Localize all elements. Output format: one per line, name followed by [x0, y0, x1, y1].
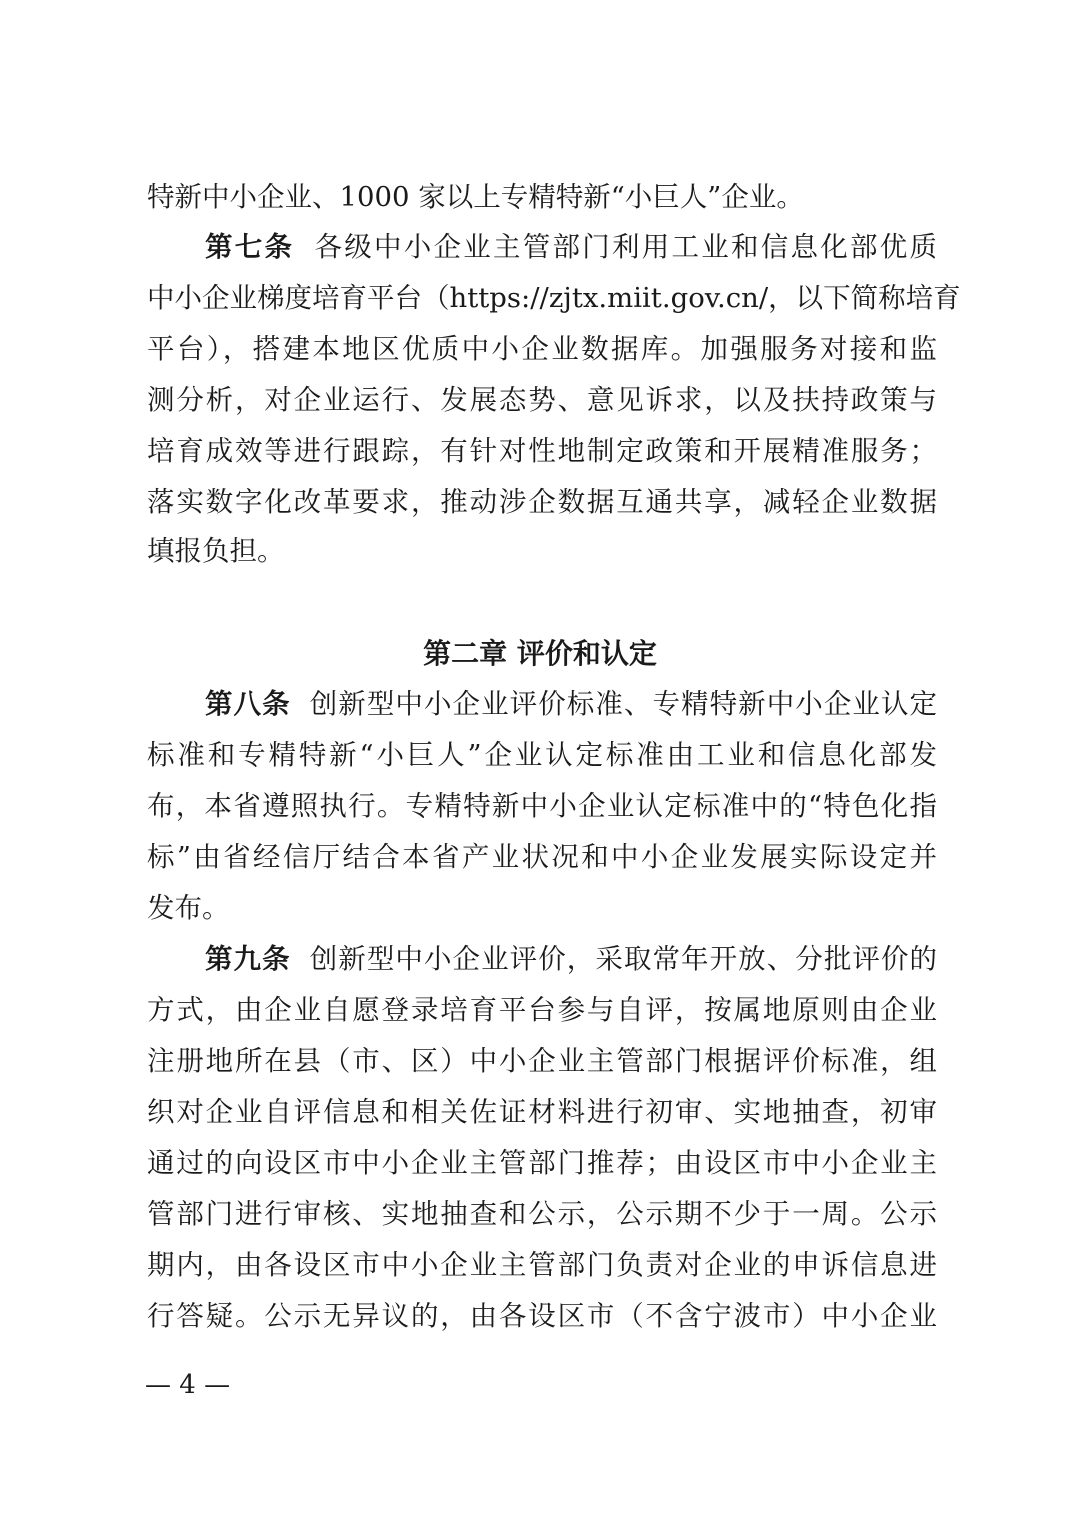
paragraph-line: 测分析，对企业运行、发展态势、意见诉求，以及扶持政策与 — [147, 384, 937, 416]
article-8-heading: 第八条 — [205, 688, 291, 720]
paragraph-line: 管部门进行审核、实地抽查和公示，公示期不少于一周。公示 — [147, 1198, 937, 1230]
paragraph-line: 特新中小企业、1000 家以上专精特新“小巨人”企业。 — [147, 181, 804, 213]
article-9-heading: 第九条 — [205, 943, 291, 975]
paragraph-line: 织对企业自评信息和相关佐证材料进行初审、实地抽查，初审 — [147, 1096, 937, 1128]
article-9-first-line: 第九条 创新型中小企业评价，采取常年开放、分批评价的 — [205, 943, 938, 975]
paragraph-line: 填报负担。 — [147, 535, 285, 567]
chapter-title: 第二章 评价和认定 — [423, 637, 657, 670]
paragraph-line: 标”由省经信厅结合本省产业状况和中小企业发展实际设定并 — [147, 841, 937, 873]
page-number: — 4 — — [145, 1370, 231, 1400]
paragraph-line: 方式，由企业自愿登录培育平台参与自评，按属地原则由企业 — [147, 994, 937, 1026]
paragraph-line: 通过的向设区市中小企业主管部门推荐；由设区市中小企业主 — [147, 1147, 937, 1179]
paragraph-line: 行答疑。公示无异议的，由各设区市（不含宁波市）中小企业 — [147, 1300, 937, 1332]
paragraph-line: 培育成效等进行跟踪，有针对性地制定政策和开展精准服务； — [147, 435, 937, 467]
paragraph-line: 发布。 — [147, 892, 230, 924]
article-8-first-line: 第八条 创新型中小企业评价标准、专精特新中小企业认定 — [205, 688, 938, 720]
article-7-heading: 第七条 — [205, 231, 295, 263]
paragraph-line: 注册地所在县（市、区）中小企业主管部门根据评价标准，组 — [147, 1045, 937, 1077]
paragraph-line: 期内，由各设区市中小企业主管部门负责对企业的申诉信息进 — [147, 1249, 937, 1281]
paragraph-line: 中小企业梯度培育平台（https://zjtx.miit.gov.cn/，以下简称培育 — [147, 282, 961, 314]
paragraph-line: 平台），搭建本地区优质中小企业数据库。加强服务对接和监 — [147, 333, 937, 365]
paragraph-line: 标准和专精特新“小巨人”企业认定标准由工业和信息化部发 — [147, 739, 937, 771]
paragraph-line: 落实数字化改革要求，推动涉企数据互通共享，减轻企业数据 — [147, 486, 937, 518]
article-7-first-line: 第七条 各级中小企业主管部门利用工业和信息化部优质 — [205, 231, 937, 263]
paragraph-line: 布，本省遵照执行。专精特新中小企业认定标准中的“特色化指 — [147, 790, 937, 822]
